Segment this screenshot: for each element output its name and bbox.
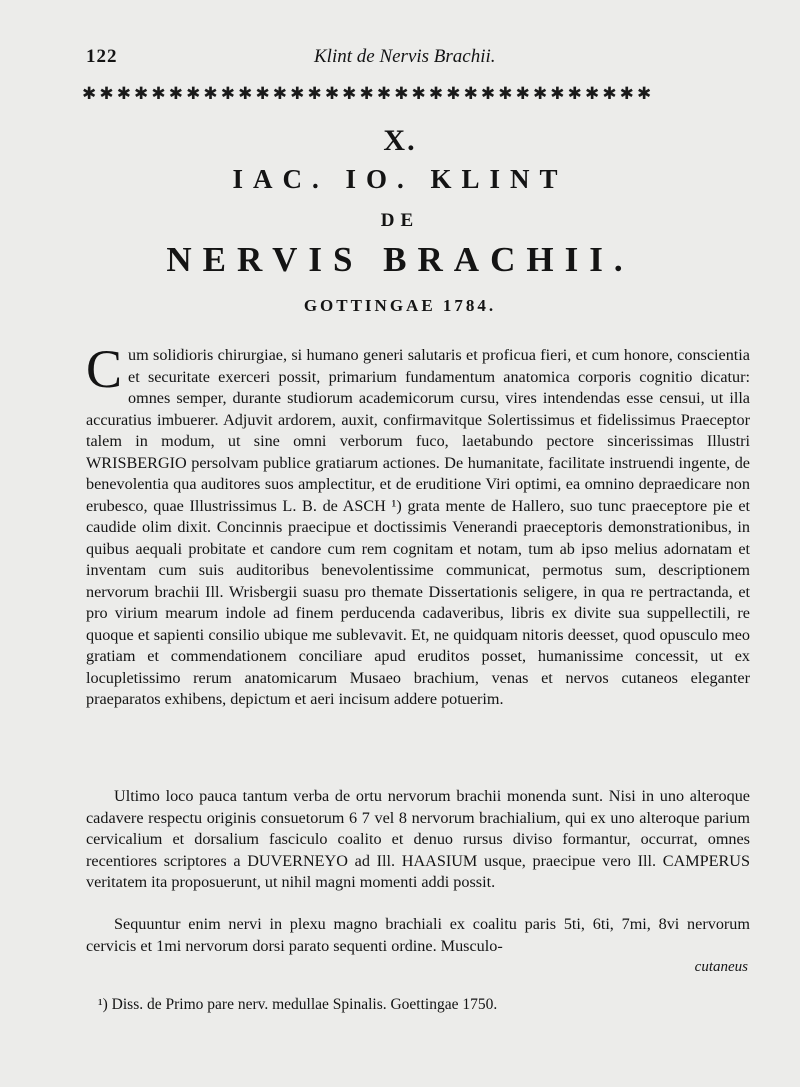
title-preposition: DE xyxy=(380,210,420,231)
footnote: ¹) Diss. de Primo pare nerv. medullae Spinalis. Goettingae 1750. xyxy=(98,996,498,1013)
paragraph-text: Sequuntur enim nervi in plexu magno brachiali ex coalitu paris 5ti, 6ti, 7mi, 8vi nervorum cervicis et 1mi nervorum dorsi parato sequenti ordine. Musculo- xyxy=(86,915,750,955)
ornament-rule: ✱✱✱✱✱✱✱✱✱✱✱✱✱✱✱✱✱✱✱✱✱✱✱✱✱✱✱✱✱✱✱✱✱ xyxy=(82,84,655,104)
running-title: Klint de Nervis Brachii. xyxy=(314,46,496,67)
author-name: IAC. IO. KLINT xyxy=(232,164,568,194)
work-title: NERVIS BRACHII. xyxy=(166,240,634,279)
imprint-line: GOTTINGAE 1784. xyxy=(303,296,497,315)
body-paragraph-3 xyxy=(86,914,750,957)
catchword: cutaneus xyxy=(694,959,748,975)
page-number: 122 xyxy=(86,46,118,67)
body-paragraph-1 xyxy=(86,339,750,711)
chapter-number: X. xyxy=(383,124,417,157)
running-head xyxy=(86,46,746,70)
paragraph-text: um solidioris chirurgiae, si humano generi salutaris et proficua fieri, et cum honore, conscientia et securitate exerceri possit, primarium fundamentum anatomica corporis cognitio dicatur: omnes semper, durante studiorum academicorum cursu, vires intendendas esse censui, ut illa accuratius imbuerer. Adjuvit ardorem, auxit, confirmavitque Solertissimus et fidelissimus Praeceptor talem in modum, ut sine omni verborum fuco, laetabundo pectore sincerissimas Illustri WRISBERGIO persolvam publice gratiarum actiones. De humanitate, facilitate instruendi ingente, de benevolentia qua auditores suos amplectitur, et de eruditione Viri optimi, ea omnino depraedicare non erubesco, quae Illustrissimus L. B. de ASCH ¹) grata mente de Hallero, suo tunc praeceptore pie et caudide olim dixit. Concinnis praecipue et doctissimis Venerandi praeceptoris demonstrationibus, in quibus aequali probitate et candore cum rem cognitam et notam, tum ab ipso melius adornatam et inventam cum suis auditoribus benevolentissime communicat, permotus sum, descriptionem nervorum brachii Ill. Wrisbergii suasu pro themate Dissertationis seligere, in qua re pertractanda, et pro virium mearum indole ad finem perducenda cadaveribus, libris ex divite sua suppellectili, re quoque et sapienti consilio ubique me sublevavit. Et, ne quidquam nitoris deesset, quod opusculo meo gratiam et commendationem conciliare apud eruditos posset, humanissime concessit, ut ex locupletissimo rerum anatomicarum Musaeo brachium, venas et nervos cutaneos eleganter praeparatos exhibens, depictum et aeri incisum addere potuerim. xyxy=(86,346,750,708)
paragraph-text: Ultimo loco pauca tantum verba de ortu nervorum brachii monenda sunt. Nisi in uno alteroque cadavere respectu originis consuetorum 6 7 vel 8 nervorum brachialium, qui ex uno alteroque parium cervicalium et dorsalium fasciculo coalito et denuo rursus diviso formantur, occurrat, omnes recentiores scriptores a DUVERNEYO ad Ill. HAASIUM usque, praecipue vero Ill. CAMPERUS veritatem ita proposuerunt, ut nihil magni momenti addi possit. xyxy=(86,787,750,891)
body-paragraph-2 xyxy=(86,786,750,894)
drop-cap: C xyxy=(86,339,123,399)
